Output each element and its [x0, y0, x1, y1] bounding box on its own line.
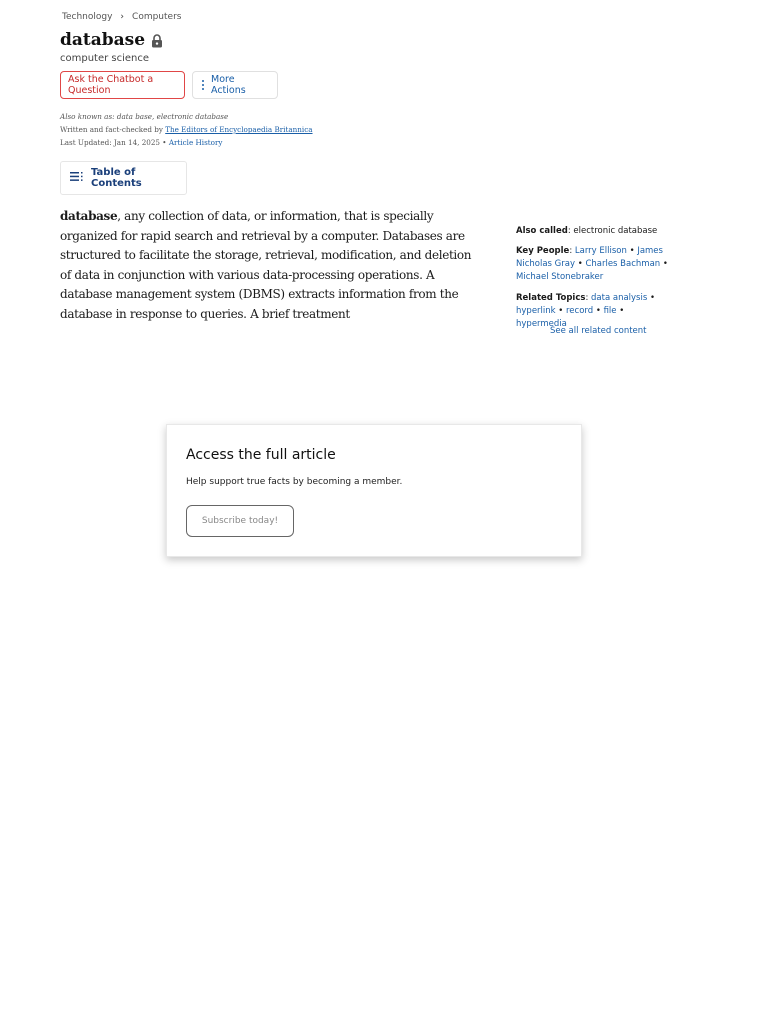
key-people-label: Key People — [516, 246, 570, 256]
also-known-as: Also known as: data base, electronic database — [60, 112, 229, 121]
toc-label: Table of Contents — [91, 167, 142, 189]
see-all-related-link[interactable]: See all related content — [550, 326, 647, 336]
title-row — [60, 30, 163, 50]
ask-chatbot-button[interactable] — [60, 71, 185, 99]
related-topics-label: Related Topics — [516, 293, 586, 303]
chevron-right-icon: › — [120, 12, 125, 22]
topic-link[interactable]: record — [566, 306, 594, 316]
paywall-subtitle: Help support true facts by becoming a member. — [186, 477, 403, 487]
article-intro — [60, 207, 485, 325]
topic-link[interactable]: hypermedia — [516, 319, 567, 329]
related-topics: Related Topics: data analysis • hyperlink • record • file • hypermedia — [516, 293, 655, 329]
breadcrumb-technology[interactable]: Technology — [62, 12, 113, 22]
written-by — [60, 125, 313, 134]
topic-link[interactable]: hyperlink — [516, 306, 556, 316]
person-link[interactable]: Charles Bachman — [585, 259, 661, 269]
more-actions-button[interactable] — [192, 71, 278, 99]
breadcrumb-computers[interactable]: Computers — [132, 12, 182, 22]
person-link[interactable]: James Nicholas Gray — [516, 246, 663, 269]
table-of-contents-button[interactable] — [60, 161, 187, 195]
also-called — [516, 225, 676, 238]
more-vertical-icon — [202, 80, 204, 90]
written-prefix: Written and fact-checked by — [60, 125, 163, 134]
also-called-label: Also called — [516, 226, 568, 236]
also-called-value: : electronic database — [567, 226, 658, 236]
topic-link[interactable]: file — [603, 306, 617, 316]
article-body: , any collection of data, or information, that is specially organized for rapid search and retrieval by a computer. Databases are structured to facilitate the storage, retrieval, modification, and deletion of data in conjunction with various data-processing operations. A database management system (DBMS) extracts information from the database in response to queries. A brief treatment — [60, 209, 472, 321]
topic-link[interactable]: data analysis — [591, 293, 648, 303]
key-people: Key People: Larry Ellison • James Nicholas Gray • Charles Bachman • Michael Stonebraker — [516, 246, 668, 282]
editors-link[interactable]: The Editors of Encyclopaedia Britannica — [165, 125, 313, 134]
article-term: database — [60, 209, 118, 223]
last-updated-text: Last Updated: Jan 14, 2025 • — [60, 138, 167, 147]
list-icon — [70, 172, 83, 184]
person-link[interactable]: Larry Ellison — [574, 246, 627, 256]
paywall-card — [166, 424, 582, 557]
last-updated — [60, 138, 222, 147]
article-history-link[interactable]: Article History — [168, 138, 223, 147]
more-actions-label: More Actions — [211, 74, 246, 96]
subscribe-button[interactable]: Subscribe today! — [186, 505, 294, 537]
ask-chatbot-label: Ask the Chatbot a Question — [68, 74, 154, 96]
page-subtitle: computer science — [60, 53, 150, 64]
paywall-title: Access the full article — [186, 447, 336, 463]
person-link[interactable]: Michael Stonebraker — [516, 272, 604, 282]
lock-icon — [151, 33, 163, 47]
action-buttons — [60, 71, 278, 99]
breadcrumb — [62, 12, 181, 22]
page-title: database — [60, 30, 146, 50]
